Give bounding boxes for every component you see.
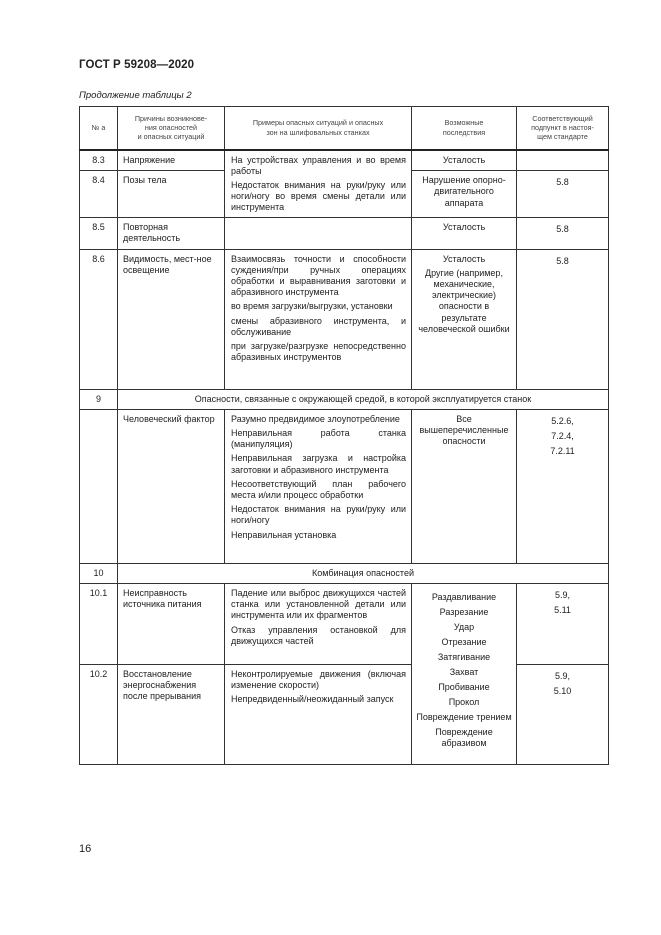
document-title: ГОСТ Р 59208—2020 — [79, 59, 195, 71]
row-num: 8.3 — [80, 150, 118, 171]
row-ref — [517, 664, 609, 764]
consequence-text: Другие (например, механические, электрические) опасности в результате человеческой ошибки — [418, 267, 510, 334]
hazards-table — [79, 106, 609, 765]
section-row — [80, 389, 609, 409]
ref-item: 7.2.11 — [550, 445, 575, 456]
example-text: при загрузке/разгрузке непосредственно абразивных инструментов — [231, 340, 406, 363]
ref-item: 5.9, — [554, 589, 570, 600]
example-text: Падение или выброс движущихся частей станка или установленной детали или инструмента или их фрагментов — [231, 587, 406, 621]
header-consequences: Возможные последствия — [412, 107, 517, 150]
row-num: 10.2 — [80, 664, 118, 764]
hazard-item: Прокол — [448, 696, 480, 707]
header-causes: Причины возникнове- ния опасностей и опасных ситуаций — [118, 107, 225, 150]
example-text: Неправильная установка — [231, 529, 337, 540]
example-text: Неправильная работа станка (манипуляция) — [231, 427, 406, 450]
row-num: 8.5 — [80, 217, 118, 249]
hazard-item: Разрезание — [439, 606, 489, 617]
example-text: смены абразивного инструмента, и обслуживание — [231, 315, 406, 337]
example-text: Недостаток внимания на руки/руку или ноги/ногу — [231, 504, 406, 526]
page-number: 16 — [79, 843, 92, 855]
row-cause: Человеческий фактор — [118, 409, 225, 563]
section-title: Комбинация опасностей — [118, 563, 609, 583]
hazard-item: Затягивание — [437, 651, 491, 662]
example-text: Разумно предвидимое злоупотребление — [231, 413, 400, 424]
table-row — [80, 249, 609, 389]
row-examples — [225, 249, 412, 389]
example-text: На устройствах управления и во время работы — [231, 154, 406, 176]
hazard-item: Захват — [449, 666, 479, 677]
row-consequence: Все вышеперечисленные опасности — [412, 409, 517, 563]
example-text: Несоответствующий план рабочего места и/или процесс обработки — [231, 478, 406, 500]
header-examples: Примеры опасных ситуаций и опасных зон на шлифовальных станках — [225, 107, 412, 150]
example-text: Недостаток внимания на руки/руку или ноги/ногу во время смены детали или инструмента — [231, 179, 406, 213]
hazard-item: Повреждение трением — [416, 711, 512, 722]
row-num — [80, 409, 118, 563]
example-text: Неконтролируемые движения (включая изменение скорости) — [231, 668, 406, 691]
row-examples — [225, 217, 412, 249]
row-num: 8.6 — [80, 249, 118, 389]
row-consequence — [412, 249, 517, 389]
row-cause: Позы тела — [118, 171, 225, 217]
row-consequence: Усталость — [412, 217, 517, 249]
row-ref: 5.8 — [517, 217, 609, 249]
row-ref — [517, 409, 609, 563]
row-examples — [225, 150, 412, 218]
row-consequence: Нарушение опорно-двигательного аппарата — [412, 171, 517, 217]
header-num: № а — [80, 107, 118, 150]
table-header-row — [80, 107, 609, 150]
consequence-text: Усталость — [442, 253, 486, 264]
hazard-item: Удар — [453, 621, 475, 632]
row-examples — [225, 583, 412, 664]
row-consequence: Усталость — [412, 150, 517, 171]
table-row — [80, 150, 609, 171]
table-row — [80, 583, 609, 664]
ref-item: 5.11 — [554, 604, 571, 615]
table-caption: Продолжение таблицы 2 — [79, 90, 192, 101]
example-text: Взаимосвязь точности и способности суждения/при ручных операциях обработки и выравнивания заготовки и абразивного инструмента — [231, 253, 406, 298]
ref-item: 7.2.4, — [551, 430, 574, 441]
example-text: во время загрузки/выгрузки, установки — [231, 301, 393, 312]
row-ref: 5.8 — [517, 249, 609, 389]
row-num: 8.4 — [80, 171, 118, 217]
table-row — [80, 217, 609, 249]
hazard-item: Раздавливание — [431, 591, 497, 602]
section-row — [80, 563, 609, 583]
hazard-item: Пробивание — [438, 681, 490, 692]
row-cause: Видимость, мест-ное освещение — [118, 249, 225, 389]
example-text: Непредвиденный/неожиданный запуск — [231, 694, 394, 705]
section-num: 10 — [80, 563, 118, 583]
row-cause: Повторная деятельность — [118, 217, 225, 249]
row-consequence — [412, 583, 517, 764]
row-ref — [517, 583, 609, 664]
row-cause: Напряжение — [118, 150, 225, 171]
hazard-item: Повреждение абразивом — [435, 726, 493, 748]
example-text: Неправильная загрузка и настройка заготовки и абразивного инструмента — [231, 453, 406, 475]
table-row — [80, 409, 609, 563]
ref-item: 5.10 — [553, 685, 572, 696]
row-ref — [517, 150, 609, 171]
section-title: Опасности, связанные с окружающей средой, в которой эксплуатируется станок — [118, 389, 609, 409]
table-row — [80, 664, 609, 764]
ref-item: 5.2.6, — [551, 415, 574, 426]
ref-item: 5.9, — [554, 670, 570, 681]
hazard-list — [415, 588, 513, 749]
row-examples — [225, 409, 412, 563]
row-cause: Неисправность источника питания — [118, 583, 225, 664]
row-cause: Восстановление энергоснабжения после прерывания — [118, 664, 225, 764]
row-num: 10.1 — [80, 583, 118, 664]
example-text: Отказ управления остановкой для движущихся частей — [231, 624, 406, 646]
section-num: 9 — [80, 389, 118, 409]
hazard-item: Отрезание — [441, 636, 487, 647]
row-ref: 5.8 — [517, 171, 609, 217]
header-reference: Соответствующий подпункт в настоя- щем стандарте — [517, 107, 609, 150]
row-examples — [225, 664, 412, 764]
